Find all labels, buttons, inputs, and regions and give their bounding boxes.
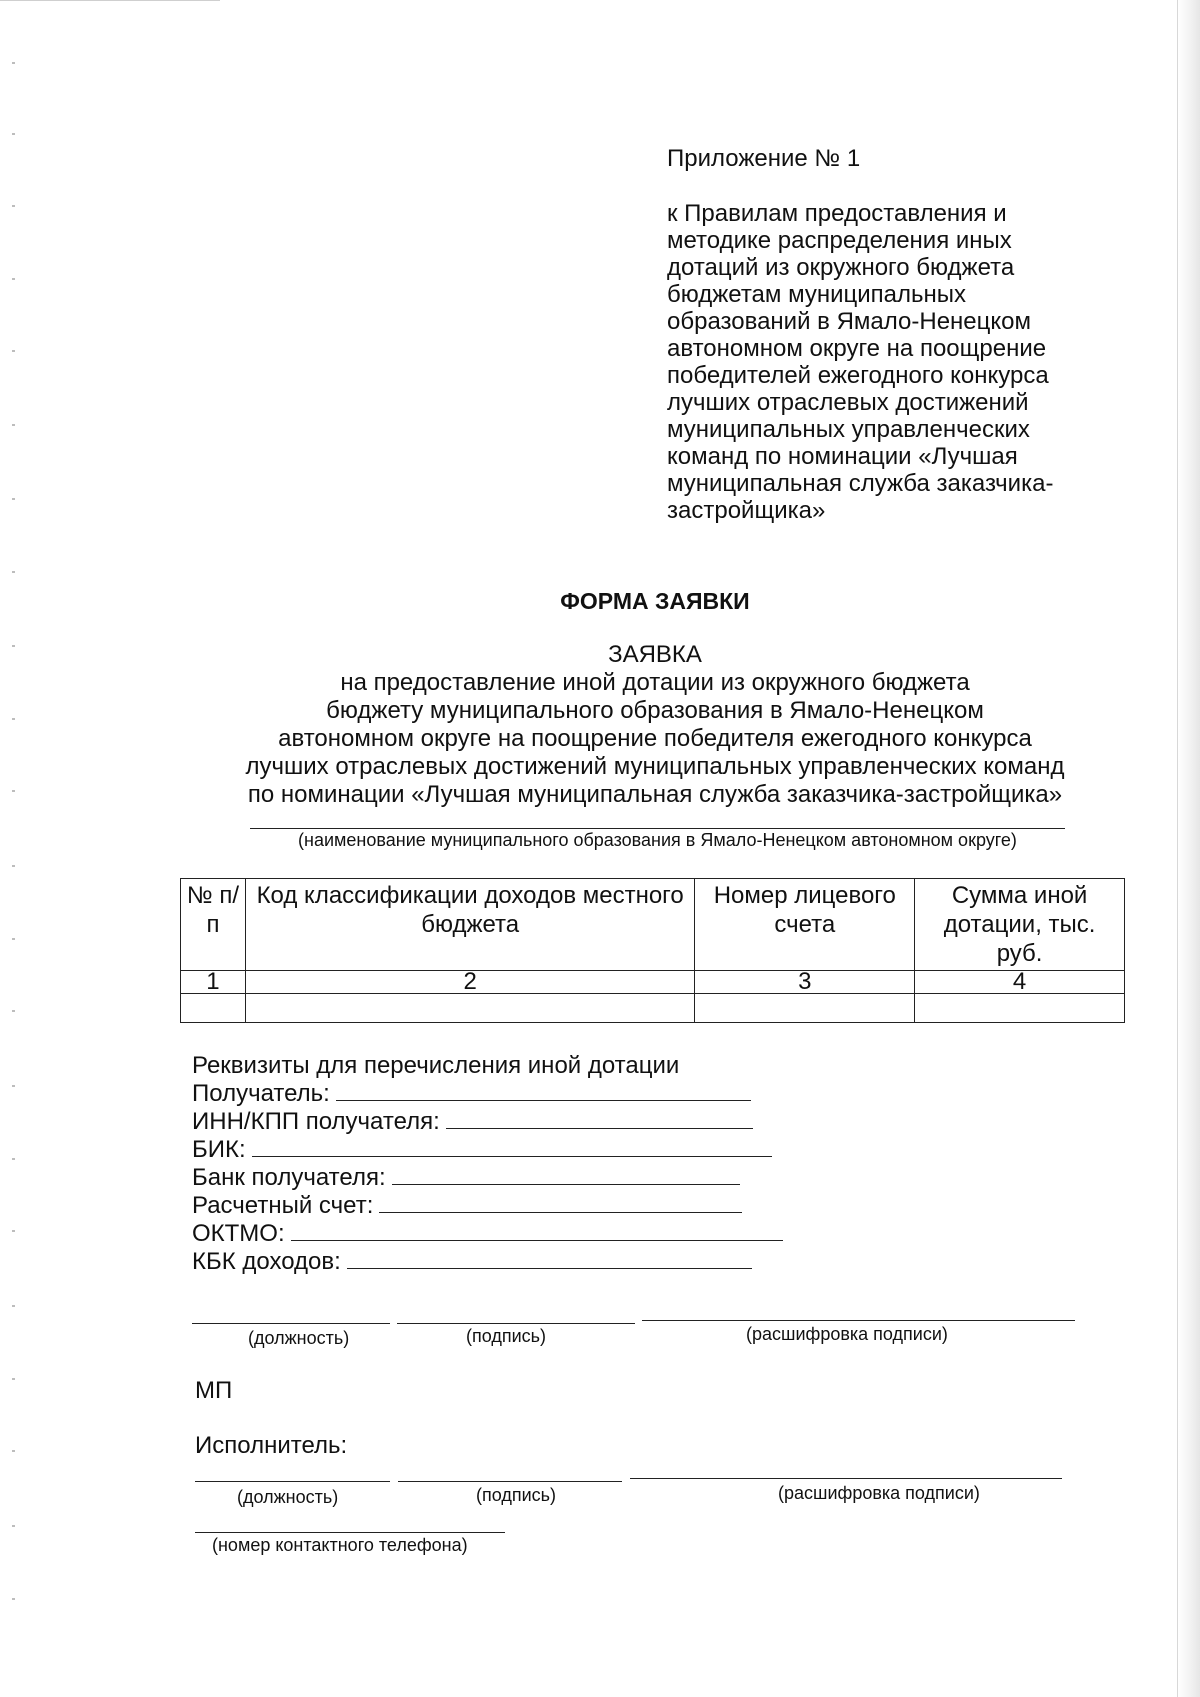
appendix-reference-line: образований в Ямало-Ненецком — [667, 308, 1032, 335]
requisite-label: ИНН/КПП получателя: — [192, 1108, 440, 1135]
column-number-cell: 1 — [181, 971, 246, 994]
appendix-reference-line: методике распределения иных — [667, 227, 1012, 254]
scan-speck — [12, 645, 15, 647]
appendix-reference-line: дотаций из окружного бюджета — [667, 254, 1015, 281]
requisites-title: Реквизиты для перечисления иной дотации — [192, 1052, 680, 1079]
table-cell-empty[interactable] — [915, 994, 1125, 1023]
scan-speck — [12, 718, 15, 720]
inn-kpp-field[interactable] — [446, 1108, 753, 1129]
executor-signature-decoding-line[interactable] — [630, 1478, 1062, 1479]
scan-speck — [12, 1378, 15, 1380]
column-number-cell: 2 — [245, 971, 694, 994]
bik-field[interactable] — [252, 1136, 772, 1157]
executor-signature-line[interactable] — [398, 1481, 622, 1482]
signature-line[interactable] — [397, 1323, 635, 1324]
header-cell-account-number: Номер лицевого счета — [695, 879, 915, 971]
request-line: лучших отраслевых достижений муниципальных управленческих команд — [245, 753, 1065, 780]
municipality-blank-line — [250, 828, 1065, 829]
scan-speck — [12, 350, 15, 352]
requisite-label: ОКТМО: — [192, 1220, 285, 1247]
scan-speck — [12, 1525, 15, 1527]
header-cell-amount: Сумма иной дотации, тыс. руб. — [915, 879, 1125, 971]
requisite-label: БИК: — [192, 1136, 246, 1163]
settlement-account-field[interactable] — [379, 1192, 742, 1213]
requisite-label: КБК доходов: — [192, 1248, 341, 1275]
table-cell-empty[interactable] — [695, 994, 915, 1023]
scan-speck — [12, 498, 15, 500]
column-number-cell: 4 — [915, 971, 1125, 994]
requisite-row-kbk — [192, 1248, 783, 1276]
scan-speck — [12, 424, 15, 426]
signature-caption: (подпись) — [466, 1326, 547, 1346]
signature-decoding-caption: (расшифровка подписи) — [746, 1324, 948, 1344]
municipality-caption: (наименование муниципального образования в Ямало-Ненецком автономном округе) — [298, 830, 1017, 850]
position-caption: (должность) — [248, 1328, 350, 1348]
request-title: ЗАЯВКА — [608, 641, 702, 668]
requisite-row-account — [192, 1192, 783, 1220]
scan-speck — [12, 571, 15, 573]
table-column-numbers-row — [181, 971, 1125, 994]
appendix-reference-line: бюджетам муниципальных — [667, 281, 967, 308]
requisite-label: Получатель: — [192, 1080, 330, 1107]
scan-speck — [12, 1158, 15, 1160]
requisite-row-bank — [192, 1164, 783, 1192]
requisite-row-recipient — [192, 1080, 783, 1108]
subsidy-table — [180, 878, 1125, 1023]
request-heading — [200, 641, 1110, 809]
executor-signature-caption: (подпись) — [476, 1485, 557, 1505]
executor-position-caption: (должность) — [237, 1487, 339, 1507]
appendix-reference-line: муниципальная служба заказчика- — [667, 470, 1054, 497]
requisite-label: Расчетный счет: — [192, 1192, 374, 1219]
appendix-reference-line: застройщика» — [667, 497, 826, 524]
appendix-reference-line: к Правилам предоставления и — [667, 200, 1007, 227]
scan-right-edge — [1178, 0, 1200, 1697]
scan-speck — [12, 205, 15, 207]
table-cell-empty[interactable] — [245, 994, 694, 1023]
executor-label: Исполнитель: — [195, 1432, 348, 1459]
scan-right-edge-line — [1177, 0, 1178, 1697]
appendix-reference-line: победителей ежегодного конкурса — [667, 362, 1049, 389]
table-row — [181, 994, 1125, 1023]
scan-speck — [12, 1450, 15, 1452]
request-line: автономном округе на поощрение победителя ежегодного конкурса — [278, 725, 1032, 752]
scan-top-edge — [0, 0, 220, 1]
table-header-row — [181, 879, 1125, 971]
appendix-reference — [667, 200, 1107, 524]
executor-position-line[interactable] — [195, 1481, 390, 1482]
header-cell-income-code: Код классификации доходов местного бюджета — [245, 879, 694, 971]
appendix-number: Приложение № 1 — [667, 145, 861, 172]
scan-speck — [12, 1598, 15, 1600]
scan-speck — [12, 1305, 15, 1307]
scan-speck — [12, 790, 15, 792]
appendix-reference-line: автономном округе на поощрение — [667, 335, 1047, 362]
executor-signature-decoding-caption: (расшифровка подписи) — [778, 1483, 980, 1503]
signature-decoding-line[interactable] — [642, 1320, 1075, 1321]
stamp-label: МП — [195, 1377, 233, 1404]
bank-field[interactable] — [392, 1164, 740, 1185]
appendix-reference-line: муниципальных управленческих — [667, 416, 1030, 443]
requisite-row-oktmo — [192, 1220, 783, 1248]
scan-speck — [12, 1010, 15, 1012]
recipient-field[interactable] — [336, 1080, 751, 1101]
scan-speck — [12, 278, 15, 280]
oktmo-field[interactable] — [291, 1220, 783, 1241]
scan-speck — [12, 62, 15, 64]
phone-number-line[interactable] — [195, 1532, 505, 1533]
requisite-label: Банк получателя: — [192, 1164, 386, 1191]
scan-speck — [12, 1230, 15, 1232]
phone-number-caption: (номер контактного телефона) — [212, 1535, 468, 1555]
request-line: бюджету муниципального образования в Ямало-Ненецком — [326, 697, 984, 724]
scan-speck — [12, 938, 15, 940]
appendix-reference-line: команд по номинации «Лучшая — [667, 443, 1018, 470]
table-cell-empty[interactable] — [181, 994, 246, 1023]
form-title: ФОРМА ЗАЯВКИ — [560, 588, 750, 614]
position-line[interactable] — [192, 1323, 390, 1324]
request-line: по номинации «Лучшая муниципальная служба заказчика-застройщика» — [247, 781, 1063, 808]
column-number-cell: 3 — [695, 971, 915, 994]
scan-speck — [12, 133, 15, 135]
appendix-reference-line: лучших отраслевых достижений — [667, 389, 1029, 416]
request-line: на предоставление иной дотации из окружного бюджета — [340, 669, 970, 696]
requisite-row-inn-kpp — [192, 1108, 783, 1136]
scan-speck — [12, 1085, 15, 1087]
requisite-row-bik — [192, 1136, 783, 1164]
kbk-field[interactable] — [347, 1248, 752, 1269]
scan-speck — [12, 865, 15, 867]
requisites-section — [192, 1052, 783, 1276]
header-cell-number: № п/п — [181, 879, 246, 971]
